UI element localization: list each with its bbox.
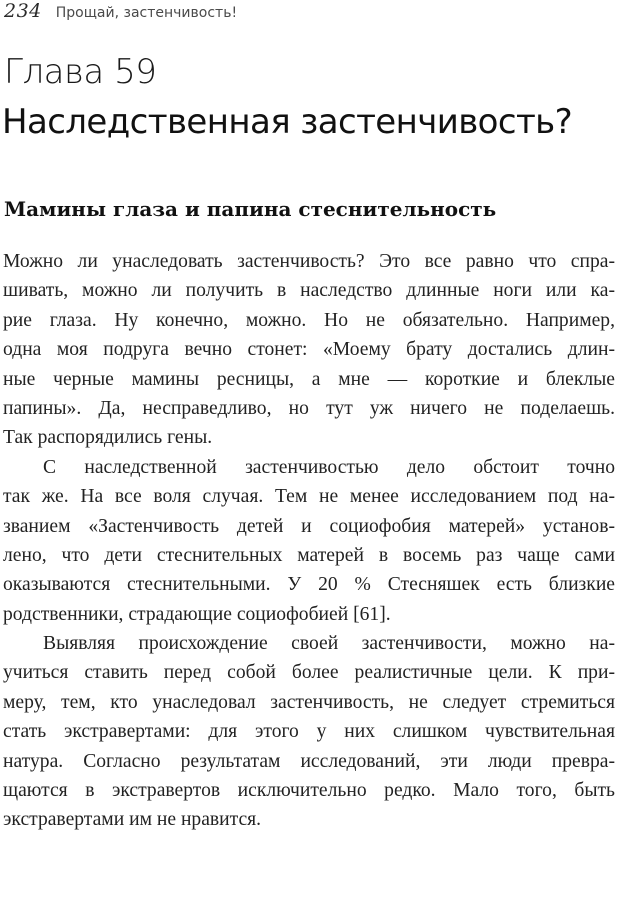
text-line: щаются в экстравертов исключительно редко. Мало того, быть	[3, 780, 615, 802]
text-line: одна моя подруга вечно стонет: «Моему брату достались длин-	[3, 339, 615, 361]
text-line: Так распорядились гены.	[3, 427, 213, 449]
text-line: ные черные мамины ресницы, а мне — короткие и блеклые	[3, 368, 615, 390]
running-title: Прощай, застенчивость!	[55, 5, 238, 21]
text-line: лено, что дети стеснительных матерей в восемь раз чаще сами	[3, 544, 615, 566]
chapter-title: Наследственная застенчивость?	[2, 102, 573, 142]
chapter-label: Глава 59	[4, 52, 157, 92]
body-text	[3, 247, 615, 835]
text-line: меру, тем, кто унаследовал застенчивость, не следует стремиться	[3, 691, 615, 713]
text-line: натура. Согласно результатам исследований, эти люди превра-	[3, 750, 615, 772]
text-line: С наследственной застенчивостью дело обстоит точно	[43, 456, 615, 478]
text-line: Можно ли унаследовать застенчивость? Это все равно что спра-	[3, 251, 615, 272]
text-line: так же. На все воля случая. Тем не менее исследованием под на-	[3, 486, 615, 508]
text-line: экстравертами им не нравится.	[3, 809, 262, 831]
text-line: учиться ставить перед собой более реалистичные цели. К при-	[3, 662, 615, 684]
running-header	[4, 0, 237, 26]
text-line: родственники, страдающие социофобией [61].	[3, 603, 391, 625]
text-line: стать экстравертами: для этого у них слишком чувствительная	[3, 721, 615, 743]
section-title: Мамины глаза и папина стеснительность	[4, 197, 497, 221]
text-line: Выявляя происхождение своей застенчивости, можно на-	[43, 633, 615, 655]
page-number: 234	[4, 0, 42, 22]
text-line: рие глаза. Ну конечно, можно. Но не обязательно. Например,	[3, 309, 615, 331]
text-line: шивать, можно ли получить в наследство длинные ноги или ка-	[3, 280, 615, 302]
text-line: оказываются стеснительными. У 20 % Стесняшек есть близкие	[3, 574, 615, 596]
text-line: званием «Застенчивость детей и социофобия матерей» установ-	[3, 515, 615, 537]
text-line: папины». Да, несправедливо, но тут уж ничего не поделаешь.	[3, 397, 615, 419]
